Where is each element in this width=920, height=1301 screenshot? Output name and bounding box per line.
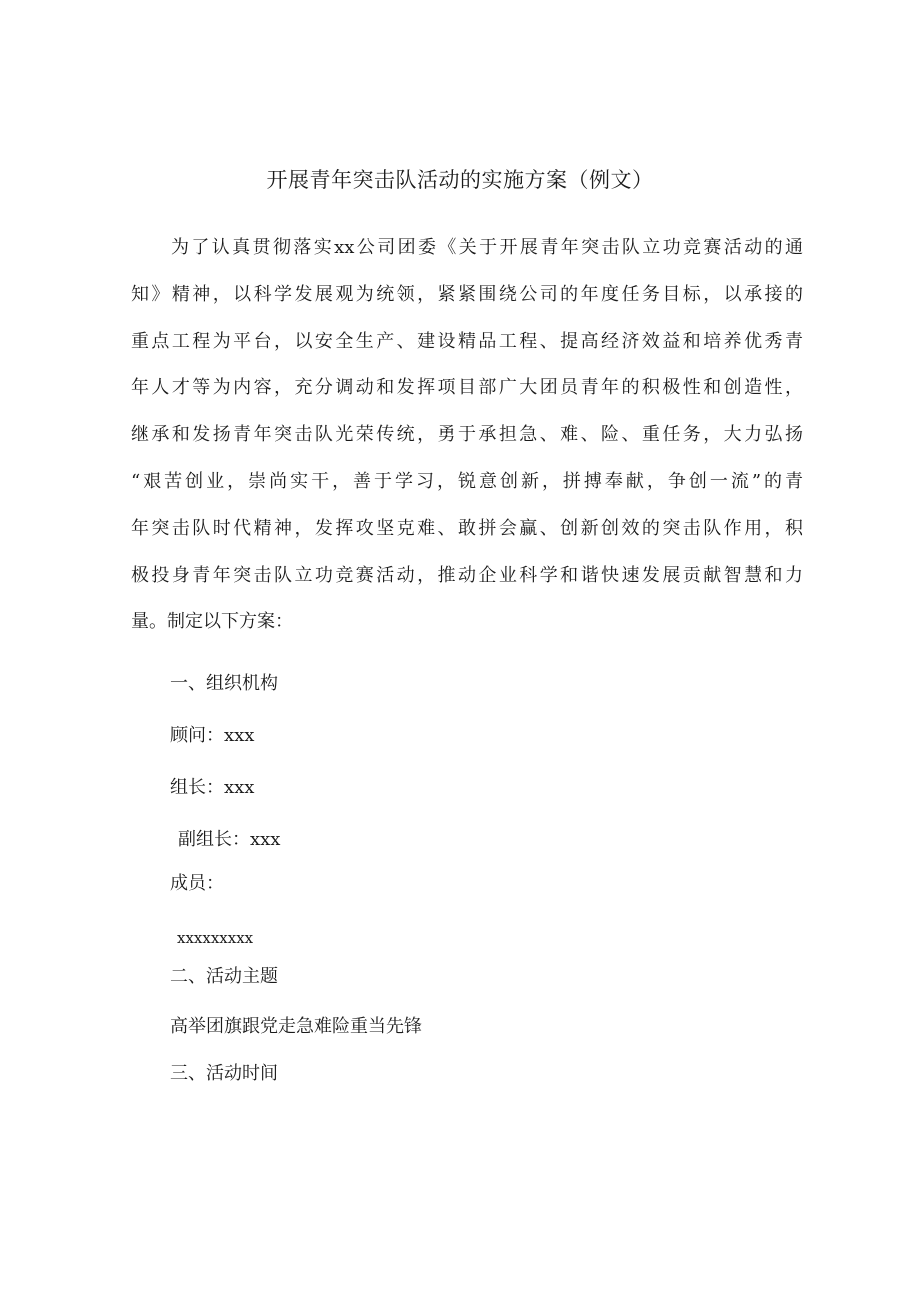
section-heading-organization: 一、组织机构 bbox=[170, 673, 278, 694]
paragraph-line: 极投身青年突击队立功竞赛活动，推动企业科学和谐快速发展贡献智慧和力 bbox=[131, 564, 803, 586]
section-heading-time: 三、活动时间 bbox=[170, 1063, 278, 1084]
deputy-leader-line: 副组长：xxx bbox=[178, 829, 281, 850]
leader-line: 组长：xxx bbox=[170, 777, 255, 798]
paragraph-line: 量。制定以下方案： bbox=[131, 611, 293, 633]
paragraph-line: 年人才等为内容，充分调动和发挥项目部广大团员青年的积极性和创造性， bbox=[131, 377, 803, 399]
paragraph-line: 继承和发扬青年突击队光荣传统，勇于承担急、难、险、重任务，大力弘扬 bbox=[131, 424, 803, 446]
document-title: 开展青年突击队活动的实施方案（例文） bbox=[266, 168, 654, 192]
paragraph-line: “艰苦创业，崇尚实干，善于学习，锐意创新，拼搏奉献，争创一流”的青 bbox=[131, 470, 803, 492]
members-label: 成员： bbox=[170, 873, 224, 894]
paragraph-line: 为了认真贯彻落实xx公司团委《关于开展青年突击队立功竞赛活动的通 bbox=[171, 237, 803, 258]
paragraph-line: 重点工程为平台，以安全生产、建设精品工程、提高经济效益和培养优秀青 bbox=[131, 330, 803, 352]
intro-paragraph bbox=[131, 231, 803, 652]
section-heading-theme: 二、活动主题 bbox=[170, 966, 278, 987]
advisor-line: 顾问：xxx bbox=[170, 725, 255, 746]
paragraph-line: 年突击队时代精神，发挥攻坚克难、敢拼会赢、创新创效的突击队作用，积 bbox=[131, 517, 803, 539]
theme-line: 高举团旗跟党走急难险重当先锋 bbox=[170, 1016, 422, 1037]
paragraph-line: 知》精神，以科学发展观为统领，紧紧围绕公司的年度任务目标，以承接的 bbox=[131, 283, 803, 305]
members-value: xxxxxxxxx bbox=[177, 929, 254, 947]
